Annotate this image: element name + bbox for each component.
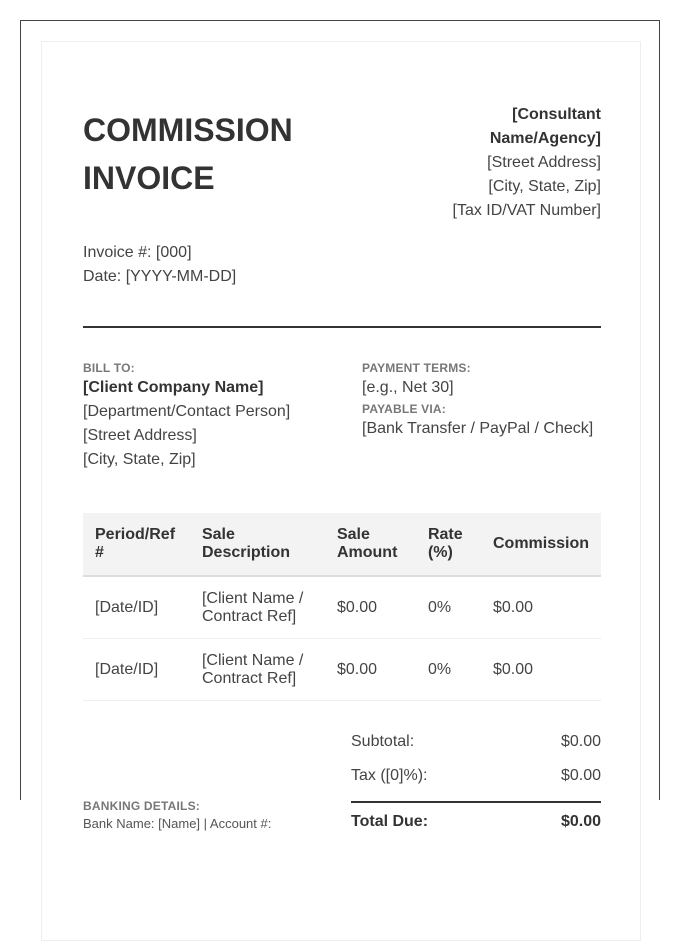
consultant-city: [City, State, Zip] <box>488 178 601 195</box>
invoice-title <box>83 106 293 202</box>
header-sale-description: Sale Description <box>190 513 325 576</box>
payment-section <box>362 360 593 442</box>
header-sale-amount: Sale Amount <box>325 513 416 576</box>
payment-terms-value: [e.g., Net 30] <box>362 379 454 396</box>
title-line-2: INVOICE <box>83 160 215 196</box>
client-contact: [Department/Contact Person] <box>83 403 291 420</box>
client-street: [Street Address] <box>83 427 197 444</box>
commission-table <box>83 513 601 701</box>
cell-period-ref: [Date/ID] <box>83 639 190 701</box>
header-rate: Rate (%) <box>416 513 481 576</box>
payable-via-value: [Bank Transfer / PayPal / Check] <box>362 420 594 437</box>
header-divider <box>83 326 601 328</box>
subtotal-value: $0.00 <box>560 733 601 750</box>
cell-commission: $0.00 <box>481 576 601 639</box>
consultant-tax-id: [Tax ID/VAT Number] <box>452 202 601 219</box>
banking-label: BANKING DETAILS: <box>83 799 200 813</box>
totals-section <box>351 731 601 845</box>
invoice-date: Date: [YYYY-MM-DD] <box>83 268 237 285</box>
tax-label: Tax ([0]%): <box>351 767 428 784</box>
client-city: [City, State, Zip] <box>83 451 196 468</box>
banking-section <box>83 798 271 834</box>
banking-line: Bank Name: [Name] | Account #: <box>83 816 272 831</box>
tax-value: $0.00 <box>560 767 601 784</box>
subtotal-label: Subtotal: <box>351 733 415 750</box>
consultant-name: [Consultant Name/Agency] <box>489 106 601 147</box>
document-viewport[interactable] <box>20 20 660 831</box>
table-row <box>83 639 601 701</box>
bill-to-section <box>83 360 290 472</box>
cell-sale-description: [Client Name / Contract Ref] <box>190 576 325 639</box>
table-row <box>83 576 601 639</box>
consultant-street: [Street Address] <box>487 154 601 171</box>
invoice-number: Invoice #: [000] <box>83 244 192 261</box>
header-period-ref: Period/Ref # <box>83 513 190 576</box>
title-line-1: COMMISSION <box>83 112 293 148</box>
client-company: [Client Company Name] <box>83 379 264 396</box>
consultant-info <box>453 103 601 223</box>
total-due-row <box>351 801 601 845</box>
cell-commission: $0.00 <box>481 639 601 701</box>
cell-rate: 0% <box>416 576 481 639</box>
bill-to-label: BILL TO: <box>83 361 135 375</box>
total-due-label: Total Due: <box>351 813 429 830</box>
tax-row <box>351 765 601 799</box>
cell-sale-description: [Client Name / Contract Ref] <box>190 639 325 701</box>
cell-sale-amount: $0.00 <box>325 639 416 701</box>
cell-sale-amount: $0.00 <box>325 576 416 639</box>
subtotal-row <box>351 731 601 765</box>
table-header-row <box>83 513 601 576</box>
header-commission: Commission <box>481 513 601 576</box>
invoice-meta <box>83 241 236 289</box>
payable-via-label: PAYABLE VIA: <box>362 402 446 416</box>
payment-terms-label: PAYMENT TERMS: <box>362 361 471 375</box>
cell-rate: 0% <box>416 639 481 701</box>
cell-period-ref: [Date/ID] <box>83 576 190 639</box>
invoice-page <box>41 41 641 941</box>
total-due-value: $0.00 <box>560 813 601 830</box>
